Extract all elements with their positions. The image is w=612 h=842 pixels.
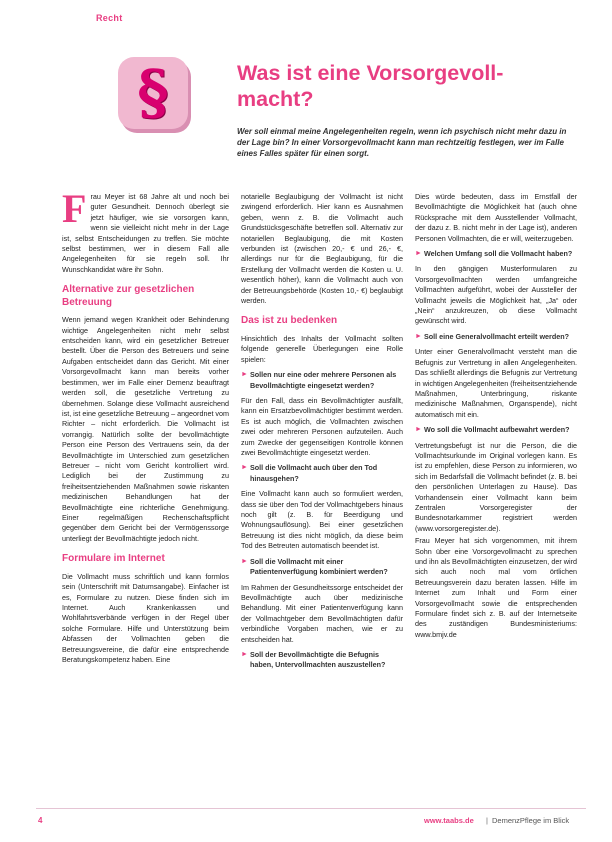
article-lead: Wer soll einmal meine Angelegenheiten regeln, wenn ich psychisch nicht mehr dazu in der Lage bin? In einer Vorsorgevollmacht kann man rechtzeitig festlegen, wer im Falle eines Falles später für einen sorgt. — [237, 127, 567, 158]
question-bullet — [241, 463, 403, 484]
question-bullet — [241, 650, 403, 671]
heading-bedenken: Das ist zu bedenken — [241, 315, 338, 327]
question-text: Sollen nur eine oder mehrere Personen als Bevollmächtigte eingesetzt werden? — [250, 370, 397, 390]
article-title: Was ist eine Vorsorgevoll-macht? — [237, 61, 504, 111]
arrow-icon: ► — [415, 332, 422, 340]
question-text: Welchen Umfang soll die Vollmacht haben? — [424, 249, 573, 259]
paragraph-generalvollmacht: Unter einer Generalvollmacht versteht man die Befugnis zur Vertretung in allen Angelegenheiten. Das schließt allerdings die Befugnis zur Vertretung in wichtigen Angelegenheiten (freiheitsentziehende Maßnahmen, Unterbringung, riskante medizinische Maßnahmen, Organspende), nicht automatisch mit ein. — [415, 347, 577, 419]
text-column-3 — [415, 192, 577, 642]
paragraph-beglaubigung: notarielle Beglaubigung der Vollmacht ist nicht zwingend erforderlich. Hier kann es Ausnahmen geben, wenn z. B. die Vollmacht auch Grundstücksgeschäfte betreffen soll. Alternativ zur notariellen Beglaubigung, die mit Kosten verbunden ist (zwischen 20,- € und 26,- €, allerdings nur für die Beglaubigung, für die Erstellung der Vollmacht werden die Kosten u. U. wesentlich höher), kann die Vollmacht auch von der Betreuungsbehörde (Kosten 10,- €) beglaubigt werden. — [241, 192, 403, 306]
question-bullet — [241, 557, 403, 578]
question-text: Soll eine Generalvollmacht erteilt werden? — [424, 331, 569, 341]
question-bullet — [415, 249, 577, 259]
paragraph-aufbewahrung: Vertretungsbefugt ist nur die Person, die die Vollmachtsurkunde im Original vorlegen kann. Es ist zu empfehlen, diese Person zu informieren, wo sich im Bedarfsfall die Vollmacht befindet (z. B. bei den persönlichen Unterlagen zu Hause). Das Vorhandensein einer Vollmacht kann beim Zentralen Vorsorgeregister der Bundesnotarkammer registriert werden (www.vorsorgeregister.de). — [415, 440, 577, 533]
footer-brand: DemenzPflege im Blick — [492, 816, 570, 825]
arrow-icon: ► — [241, 557, 248, 565]
paragraph-formulare: Die Vollmacht muss schriftlich und kann formlos sein (Unterschrift mit Datumsangabe). Einfacher ist es, Formulare zu nutzen. Diese finden sich im Internet. Auch Krankenkassen und Wohlfahrtsverbände verfügen in der Regel über solche Formulare. Hilfe und Unterstützung beim Abfassen der Vollmachten geben die Betreuungsvereine, die dafür eine entsprechende Beratungskompetenz haben. Eine — [62, 571, 229, 664]
paragraph-ersatz: Für den Fall, dass ein Bevollmächtigter ausfällt, kann ein Ersatzbevollmächtigter bestimmt werden. Es ist auch möglich, die Vollmachten zwischen zwei oder mehreren Personen aufzuteilen. Auch zum Zwecke der gegenseitigen Kontrolle können zwei Bevollmächtigte eingesetzt werden. — [241, 396, 403, 458]
paragraph-fazit: Frau Meyer hat sich vorgenommen, mit ihrem Sohn über eine Vorsorgevollmacht zu sprechen und ihn als Bevollmächtigten einzusetzen, der wird sich auch noch mal vom örtlichen Betreuungsverein dazu beraten lassen. Hilfe im Internet zum Inhalt und Form einer Vorsorgevollmacht sowie die entsprechenden Formulare findet sich z. B. auf der Internetseite des zuständigen Bundesministeriums: www.bmjv.de — [415, 536, 577, 639]
question-text: Wo soll die Vollmacht aufbewahrt werden? — [424, 425, 570, 435]
paragraph-untervollmacht: Dies würde bedeuten, dass im Ernstfall der Bevollmächtigte die Möglichkeit hat (auch ohne Rücksprache mit dem Ausstellender Vollmacht, der dazu z. B. nicht mehr in der Lage ist), anderen Personen Vollmachten, die er will, weiterzugeben. — [415, 192, 577, 243]
text-column-2 — [241, 192, 403, 676]
text-column-1 — [62, 186, 230, 667]
arrow-icon: ► — [241, 464, 248, 472]
footer-url: www.taabs.de — [424, 816, 474, 825]
intro-paragraph — [62, 186, 229, 275]
paragraph-tod: Eine Vollmacht kann auch so formuliert werden, dass sie über den Tod der Vollmachtgebers hinaus noch gilt (z. B. für Beerdigung und Wohnungsauflösung). Bei einer gesetzlichen Betreuung ist dies nicht möglich, da diese beim Tod des Betreuten automatisch beendet ist. — [241, 489, 403, 551]
intro-text: rau Meyer ist 68 Jahre alt und noch bei guter Gesundheit. Dennoch überlegt sie jetzt häufiger, wie sie vorsorgen kann, wenn sie vielleicht nicht mehr in der Lage ist, selbst Entscheidungen zu treffen. Sie möchte selbst bestimmen, wer in diesem Fall alle Angelegenheiten für sie regeln soll. Ihr Wunschkandidat wäre ihr Sohn. — [62, 192, 229, 274]
paragraph-icon: § — [137, 58, 169, 128]
paragraph-umfang: In den gängigen Musterformularen zu Vorsorgevollmachten werden umfangreiche Vollmachten aufgeführt, wobei der Aussteller der Vollmacht jeweils die Möglichkeit hat, „Ja“ oder „Nein“ anzukreuzen, ob diese Vollmacht gewünscht wird. — [415, 264, 577, 326]
arrow-icon: ► — [415, 426, 422, 434]
paragraph-logo — [118, 57, 188, 135]
paragraph-betreuung: Wenn jemand wegen Krankheit oder Behinderung wichtige Angelegenheiten nicht mehr selbst entscheiden kann, wird ein gesetzlicher Betreuer bestellt. Über die Person des Betreuers und seine Aufgaben entscheidet dann das Gericht. Mit einer Vorsorgevollmacht kann man bereits vorher bestimmen, wer im Falle einer Demenz beauftragt werden soll, die gesetzliche Vertretung zu übernehmen. Solange diese Vollmacht ausreichend ist, ist eine gesetzliche Betreuung – angeordnet vom Richter – nicht erforderlich. Die Vollmacht ist vorrangig. Natürlich sollte der bevollmächtigte Person eine Person des Vertrauens sein, da der Bevollmächtigte im Unterschied zum gesetzlichen Betreuer – nicht vom Gericht kontrolliert wird. Lediglich bei der Zustimmung zu freiheitsentziehenden Maßnahmen sowie riskanten medizinischen Behandlungen hat der Bevollmächtigte eine richterliche Genehmigung. Einer regelmäßigen Rechenschaftspflicht gegenüber dem Gericht bei der Vermögenssorge unterliegt der Bevollmächtigte jedoch nicht. — [62, 315, 230, 543]
arrow-icon: ► — [241, 650, 248, 658]
arrow-icon: ► — [241, 371, 248, 379]
paragraph-inhalt: Hinsichtlich des Inhalts der Vollmacht sollten folgende generelle Überlegungen eine Rolle spielen: — [241, 333, 403, 364]
heading-formulare: Formulare im Internet — [62, 553, 165, 565]
question-bullet — [415, 425, 577, 435]
page-number: 4 — [38, 816, 43, 825]
drop-cap: F — [62, 186, 87, 231]
footer-divider — [36, 808, 586, 809]
question-text: Soll die Vollmacht auch über den Tod hinausgehen? — [250, 463, 378, 483]
footer-separator: | — [486, 816, 488, 825]
heading-alternative: Alternative zur gesetzlichen Betreuung — [62, 284, 195, 308]
question-bullet — [415, 332, 577, 342]
arrow-icon: ► — [415, 250, 422, 258]
question-bullet — [241, 370, 403, 391]
paragraph-patientenverfuegung: Im Rahmen der Gesundheitssorge entscheidet der Bevollmächtigte auch über medizinische Behandlung. Mit einer Patientenverfügung kann der Vollmachtgeber dem Bevollmächtigten dafür verbindliche Vorgaben machen, wie er zu entscheiden hat. — [241, 582, 403, 644]
question-text: Soll der Bevollmächtigte die Befugnis haben, Untervollmachten auszustellen? — [250, 649, 386, 670]
section-label: Recht — [96, 13, 123, 23]
question-text: Soll die Vollmacht mit einer Patientenverfügung kombiniert werden? — [250, 556, 388, 577]
